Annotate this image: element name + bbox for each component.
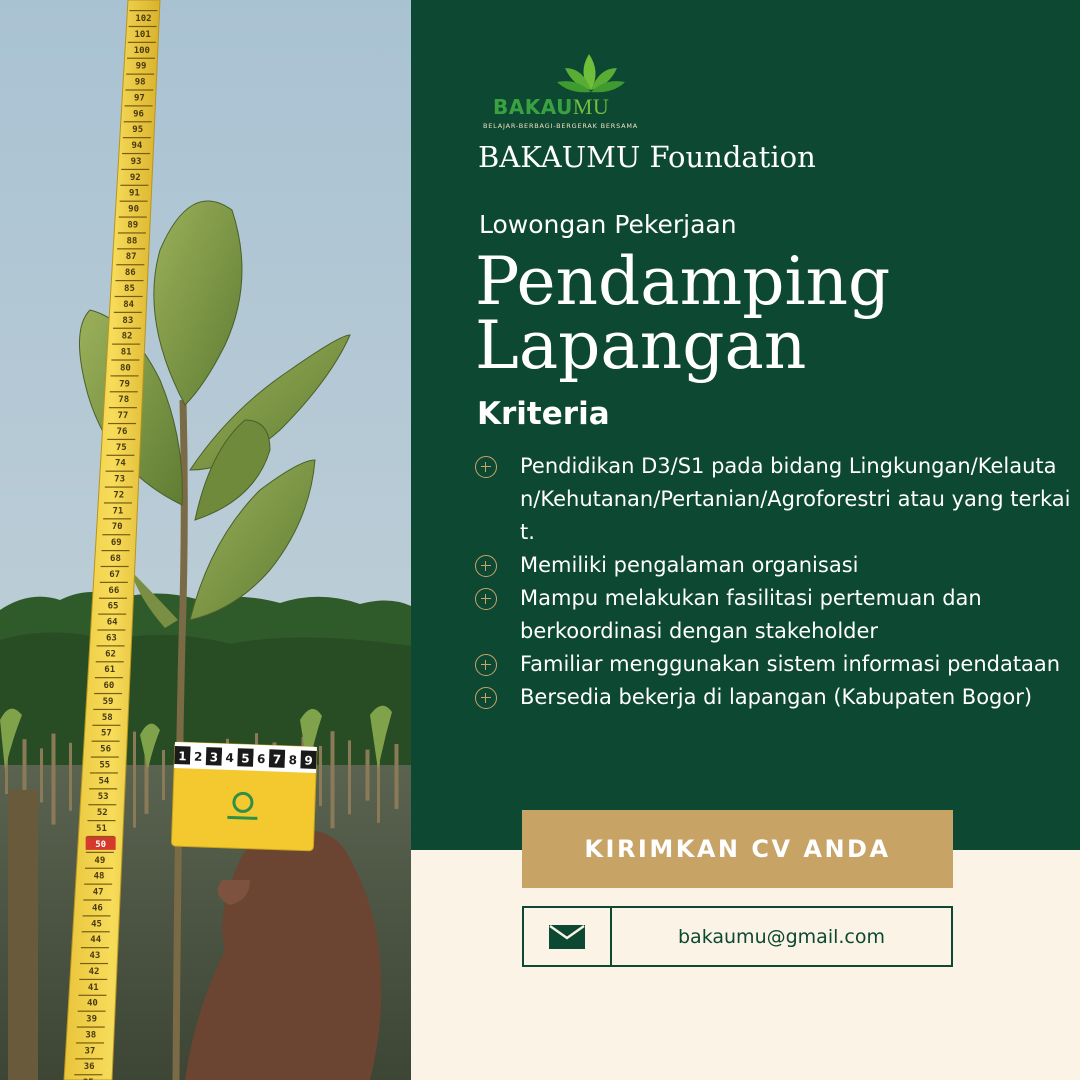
card-scale-number: 2 bbox=[193, 749, 203, 764]
ruler-label: 55 bbox=[99, 760, 111, 771]
ruler-label: 68 bbox=[110, 554, 121, 564]
ruler-tick bbox=[124, 121, 152, 122]
plus-circle-icon bbox=[475, 687, 497, 709]
ruler-tick bbox=[76, 1042, 104, 1043]
ruler-label: 90 bbox=[128, 204, 140, 215]
ruler-tick bbox=[128, 42, 156, 43]
criteria-list bbox=[475, 450, 1075, 714]
ruler-tick bbox=[109, 407, 137, 408]
ruler-tick bbox=[85, 868, 113, 869]
ruler-tick bbox=[111, 359, 139, 360]
ruler-tick bbox=[79, 979, 107, 980]
ruler-label: 87 bbox=[125, 252, 137, 263]
ruler-label: 70 bbox=[111, 522, 123, 533]
organization-name: BAKAUMU Foundation bbox=[478, 140, 816, 174]
ruler-tick bbox=[106, 455, 134, 456]
ruler-label: 66 bbox=[108, 585, 120, 596]
ruler-label: 57 bbox=[101, 728, 112, 739]
ruler-label: 83 bbox=[122, 315, 134, 326]
ruler-label: 59 bbox=[102, 696, 114, 707]
ruler-tick bbox=[94, 693, 122, 694]
ruler-label: 41 bbox=[87, 982, 99, 993]
ruler-tick bbox=[115, 296, 143, 297]
ruler-label: 71 bbox=[112, 506, 124, 517]
ruler-label: 85 bbox=[124, 284, 135, 294]
ruler-tick bbox=[78, 1011, 106, 1012]
ruler-tick bbox=[113, 328, 141, 329]
ruler-label: 76 bbox=[116, 426, 128, 437]
plus-circle-icon bbox=[475, 588, 497, 610]
ruler-tick bbox=[106, 471, 134, 472]
ruler-label: 99 bbox=[135, 61, 147, 72]
ruler-label: 82 bbox=[121, 331, 133, 342]
ruler-tick bbox=[87, 820, 115, 821]
ruler-tick bbox=[125, 89, 153, 90]
bakaumu-logo bbox=[481, 50, 641, 134]
criteria-item: Memiliki pengalaman organisasi bbox=[475, 549, 1075, 582]
ruler-label: 89 bbox=[127, 220, 139, 231]
ruler-label: 44 bbox=[90, 935, 102, 946]
contact-email-box[interactable] bbox=[522, 906, 953, 967]
ruler-label: 92 bbox=[129, 172, 141, 183]
ruler-tick bbox=[93, 709, 121, 710]
ruler-tick bbox=[86, 852, 114, 853]
ruler-label: 86 bbox=[124, 268, 136, 279]
ruler-tick bbox=[107, 439, 135, 440]
ruler-tick bbox=[101, 550, 129, 551]
ruler-tick bbox=[89, 788, 117, 789]
ruler-label: 42 bbox=[88, 966, 100, 977]
ruler-tick bbox=[83, 915, 111, 916]
ruler-tick bbox=[97, 645, 125, 646]
ruler-label: 102 bbox=[135, 14, 152, 24]
ruler-label: 54 bbox=[98, 776, 110, 787]
bamboo-stake bbox=[69, 743, 72, 811]
ruler-tick bbox=[103, 518, 131, 519]
ruler-tick bbox=[88, 804, 116, 805]
ruler-tick bbox=[82, 931, 110, 932]
ruler-label: 46 bbox=[91, 903, 103, 914]
ruler-label: 69 bbox=[110, 538, 122, 549]
ruler-label: 91 bbox=[129, 188, 140, 199]
ruler-label: 43 bbox=[89, 951, 101, 962]
card-scale-number: 7 bbox=[272, 752, 282, 767]
ruler-tick bbox=[122, 153, 150, 154]
ruler-label: 45 bbox=[91, 919, 102, 930]
ruler-tick bbox=[81, 947, 109, 948]
ruler-label: 64 bbox=[106, 617, 118, 628]
ruler-tick bbox=[121, 169, 149, 170]
ruler-label: 72 bbox=[113, 490, 125, 501]
ruler-tick bbox=[101, 566, 129, 567]
ruler-tick bbox=[117, 248, 145, 249]
ruler-tick bbox=[92, 725, 120, 726]
ruler-tick bbox=[119, 216, 147, 217]
email-address[interactable]: bakaumu@gmail.com bbox=[678, 925, 885, 948]
card-scale-number: 5 bbox=[241, 751, 250, 766]
ruler-tick bbox=[104, 502, 132, 503]
ruler-tick bbox=[90, 772, 118, 773]
ruler-tick bbox=[105, 486, 133, 487]
ruler-label: 101 bbox=[134, 29, 151, 40]
photo-illustration bbox=[0, 0, 411, 1080]
ruler-tick bbox=[129, 26, 157, 27]
info-panel bbox=[411, 0, 1080, 1080]
ruler-label: 48 bbox=[93, 871, 105, 882]
email-icon-cell bbox=[524, 908, 612, 965]
ruler-label: 75 bbox=[115, 442, 127, 453]
ruler-label: 62 bbox=[105, 649, 116, 660]
criteria-item: Bersedia bekerja di lapangan (Kabupaten Bogor) bbox=[475, 681, 1075, 714]
ruler-label: 58 bbox=[101, 712, 113, 723]
ruler-tick bbox=[111, 375, 139, 376]
criteria-item: Pendidikan D3/S1 pada bidang Lingkungan/Kelautan/Kehutanan/Pertanian/Agroforestri atau yang terkait. bbox=[475, 450, 1075, 549]
ruler-tick bbox=[97, 629, 125, 630]
ruler-label: 53 bbox=[97, 792, 109, 803]
ruler-tick bbox=[114, 312, 142, 313]
ruler-label: 50 bbox=[95, 839, 107, 850]
ruler-label: 49 bbox=[94, 855, 106, 866]
logo-tagline: BELAJAR-BERBAGI-BERGERAK BERSAMA bbox=[483, 122, 639, 130]
ruler-label: 84 bbox=[123, 299, 135, 310]
ruler-tick bbox=[74, 1074, 102, 1075]
ruler-label: 95 bbox=[132, 125, 144, 136]
ruler-label: 78 bbox=[118, 395, 130, 406]
plus-circle-icon bbox=[475, 654, 497, 676]
envelope-icon bbox=[549, 925, 585, 949]
ruler-tick bbox=[98, 614, 126, 615]
card-scale-number: 9 bbox=[304, 753, 313, 768]
leaf-cluster-icon bbox=[481, 50, 641, 98]
ruler-label: 47 bbox=[92, 887, 104, 898]
ruler-tick bbox=[80, 963, 108, 964]
ruler-tick bbox=[83, 899, 111, 900]
ruler-label: 38 bbox=[85, 1030, 97, 1041]
job-title-line-2: Lapangan bbox=[475, 307, 807, 384]
card-scale-number: 8 bbox=[288, 752, 298, 768]
bamboo-stake bbox=[162, 750, 165, 800]
ruler-label: 40 bbox=[87, 998, 98, 1009]
job-subtitle: Lowongan Pekerjaan bbox=[479, 210, 737, 239]
ruler-label: 60 bbox=[103, 681, 115, 692]
ruler-tick bbox=[91, 756, 119, 757]
ruler-tick bbox=[78, 995, 106, 996]
ruler-label: 88 bbox=[126, 236, 138, 247]
ruler-label: 61 bbox=[104, 665, 116, 676]
criteria-heading: Kriteria bbox=[477, 396, 610, 432]
ruler-tick bbox=[116, 264, 144, 265]
ruler-label: 77 bbox=[117, 411, 129, 422]
ruler-tick bbox=[77, 1026, 105, 1027]
ruler-label: 93 bbox=[130, 156, 142, 167]
ruler-tick bbox=[127, 58, 155, 59]
card-scale-number: 1 bbox=[177, 749, 187, 764]
ruler-tick bbox=[108, 423, 136, 424]
card-scale-number: 3 bbox=[209, 750, 219, 765]
bamboo-stake bbox=[319, 746, 322, 806]
criteria-item: Familiar menggunakan sistem informasi pendataan bbox=[475, 648, 1075, 681]
bamboo-stake bbox=[40, 748, 43, 802]
bamboo-stake bbox=[395, 744, 399, 809]
send-cv-button[interactable]: KIRIMKAN CV ANDA bbox=[522, 810, 953, 888]
ruler-tick bbox=[125, 105, 153, 106]
ruler-label: 65 bbox=[107, 601, 119, 612]
ruler-tick bbox=[120, 201, 148, 202]
ruler-label: 81 bbox=[120, 347, 132, 358]
ruler-label: 73 bbox=[114, 474, 126, 485]
ruler-tick bbox=[96, 661, 124, 662]
ruler-label: 94 bbox=[131, 141, 143, 152]
ruler-tick bbox=[84, 884, 112, 885]
ruler-tick bbox=[102, 534, 130, 535]
ruler-label: 36 bbox=[83, 1062, 95, 1073]
ruler-tick bbox=[95, 677, 123, 678]
ruler-tick bbox=[112, 344, 140, 345]
ruler-tick bbox=[99, 598, 127, 599]
ruler-tick bbox=[92, 741, 120, 742]
ruler-label: 63 bbox=[105, 633, 117, 644]
ruler-tick bbox=[123, 137, 151, 138]
ruler-label: 51 bbox=[96, 824, 107, 834]
job-title-line-1: Pendamping bbox=[475, 243, 891, 320]
bamboo-stake bbox=[348, 740, 351, 814]
ruler-label: 37 bbox=[84, 1046, 96, 1057]
criteria-item: Mampu melakukan fasilitasi pertemuan dan berkoordinasi dengan stakeholder bbox=[475, 582, 1075, 648]
ruler-label: 56 bbox=[100, 744, 112, 755]
ruler-label: 100 bbox=[133, 45, 150, 56]
plus-circle-icon bbox=[475, 555, 497, 577]
ruler-label: 39 bbox=[86, 1014, 98, 1025]
ruler-label: 96 bbox=[133, 109, 144, 120]
card-scale-number: 6 bbox=[256, 751, 266, 767]
job-title bbox=[475, 243, 891, 384]
ruler-label: 97 bbox=[133, 93, 145, 104]
ruler-label: 52 bbox=[96, 808, 108, 819]
ruler-tick bbox=[110, 391, 138, 392]
ruler-tick bbox=[100, 582, 128, 583]
ruler-label: 79 bbox=[119, 379, 130, 390]
bamboo-stake bbox=[366, 750, 370, 801]
bamboo-stake bbox=[8, 790, 38, 1080]
ruler-label: 74 bbox=[115, 458, 126, 469]
ruler-tick bbox=[75, 1058, 103, 1059]
plus-circle-icon bbox=[475, 456, 497, 478]
ruler-tick bbox=[120, 185, 148, 186]
scale-card bbox=[171, 742, 317, 851]
bamboo-stake bbox=[133, 732, 136, 828]
ruler-tick bbox=[126, 74, 154, 75]
ruler-label: 67 bbox=[109, 569, 121, 580]
bamboo-stake bbox=[52, 734, 56, 825]
card-scale-number: 4 bbox=[225, 750, 235, 766]
ruler-tick bbox=[115, 280, 143, 281]
ruler-tick bbox=[118, 232, 146, 233]
ruler-tick bbox=[129, 10, 157, 11]
mangrove-photo bbox=[0, 0, 411, 1080]
ruler-label: 98 bbox=[134, 77, 146, 88]
logo-wordmark: BAKAUMU bbox=[493, 94, 610, 119]
bamboo-stake bbox=[331, 731, 335, 828]
ruler-label: 80 bbox=[119, 363, 131, 374]
